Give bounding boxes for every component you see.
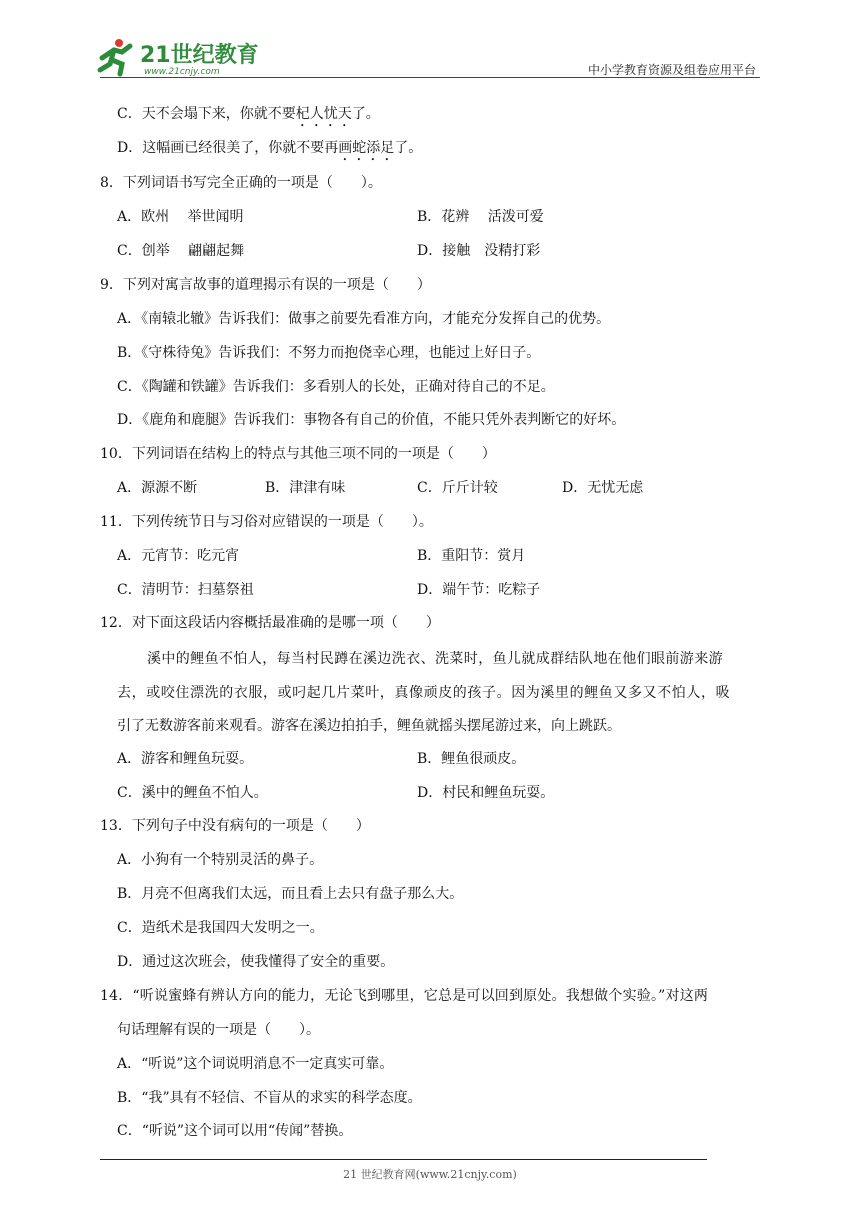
- q14-option-c: C．“听说”这个词可以用“传闻”替换。: [117, 1123, 353, 1139]
- q13-option-c: C．造纸术是我国四大发明之一。: [117, 920, 324, 936]
- q11-option-d: D．端午节：吃粽子: [417, 582, 541, 598]
- q13-option-b: B．月亮不但离我们太远，而且看上去只有盘子那么大。: [117, 886, 464, 902]
- q8-option-a: A．欧州 举世闻明: [117, 209, 244, 225]
- footer-divider: [100, 1159, 707, 1160]
- q14-option-b: B．“我”具有不轻信、不盲从的求实的科学态度。: [117, 1090, 422, 1106]
- q11-option-a: A．元宵节：吃元宵: [117, 548, 240, 564]
- q10-option-a: A．源源不断: [117, 480, 198, 496]
- logo-text: 21世纪教育: [140, 43, 259, 68]
- q12-passage-line-2: 去，或咬住漂洗的衣服，或叼起几片菜叶，真像顽皮的孩子。因为溪里的鲤鱼又多又不怕人，吸: [117, 685, 731, 701]
- header-platform-text: 中小学教育资源及组卷应用平台: [587, 63, 756, 77]
- q14-stem-line-2: 句话理解有误的一项是（ ）。: [117, 1022, 320, 1038]
- q8-option-d: D．接触 没精打彩: [417, 243, 541, 259]
- q9-option-b: B．《守株待兔》告诉我们：不努力而抱侥幸心理，也能过上好日子。: [117, 345, 541, 361]
- runner-logo-icon: [96, 36, 266, 80]
- footer-text: 21 世纪教育网(www.21cnjy.com): [343, 1168, 517, 1181]
- q9-option-a: A．《南辕北辙》告诉我们：做事之前要先看准方向，才能充分发挥自己的优势。: [117, 311, 611, 327]
- q8-option-b: B．花辨 活泼可爱: [417, 209, 544, 225]
- q9-stem: 9．下列对寓言故事的道理揭示有误的一项是（ ）: [100, 277, 431, 293]
- logo: [96, 36, 266, 80]
- q8-stem: 8．下列词语书写完全正确的一项是（ ）。: [100, 175, 382, 191]
- q10-stem: 10．下列词语在结构上的特点与其他三项不同的一项是（ ）: [100, 446, 496, 462]
- header-divider: [100, 77, 760, 78]
- q12-option-a: A．游客和鲤鱼玩耍。: [117, 751, 254, 767]
- q10-option-d: D．无忧无虑: [562, 480, 644, 496]
- q12-stem: 12．对下面这段话内容概括最准确的是哪一项（ ）: [100, 615, 440, 631]
- q12-option-c: C．溪中的鲤鱼不怕人。: [117, 785, 268, 801]
- q10-option-c: C．斤斤计较: [417, 480, 498, 496]
- q13-option-a: A．小狗有一个特别灵活的鼻子。: [117, 852, 324, 868]
- q11-option-c: C．清明节：扫墓祭祖: [117, 582, 254, 598]
- q11-stem: 11．下列传统节日与习俗对应错误的一项是（ ）。: [100, 514, 433, 530]
- q7-option-d: D．这幅画已经很美了，你就不要再画蛇添足了。: [117, 140, 423, 156]
- q12-option-d: D．村民和鲤鱼玩耍。: [417, 785, 555, 801]
- q9-option-c: C．《陶罐和铁罐》告诉我们：多看别人的长处，正确对待自己的不足。: [117, 379, 555, 395]
- q14-stem-line-1: 14．“听说蜜蜂有辨认方向的能力，无论飞到哪里，它总是可以回到原处。我想做个实验。”对这两: [100, 988, 709, 1004]
- q12-option-b: B．鲤鱼很顽皮。: [417, 751, 526, 767]
- q11-option-b: B．重阳节：赏月: [417, 548, 526, 564]
- q13-stem: 13．下列句子中没有病句的一项是（ ）: [100, 818, 370, 834]
- q9-option-d: D．《鹿角和鹿腿》告诉我们：事物各有自己的价值，不能只凭外表判断它的好坏。: [117, 412, 626, 428]
- q14-option-a: A．“听说”这个词说明消息不一定真实可靠。: [117, 1056, 394, 1072]
- q10-option-b: B．津津有味: [265, 480, 346, 496]
- q12-passage-line-1: 溪中的鲤鱼不怕人，每当村民蹲在溪边洗衣、洗菜时，鱼儿就成群结队地在他们眼前游来游: [147, 651, 723, 667]
- q8-option-c: C．创举 翩翩起舞: [117, 243, 245, 259]
- q13-option-d: D．通过这次班会，使我懂得了安全的重要。: [117, 954, 395, 970]
- q7-option-c: C．天不会塌下来，你就不要杞人忧天了。: [117, 106, 380, 122]
- q12-passage-line-3: 引了无数游客前来观看。游客在溪边拍拍手，鲤鱼就摇头摆尾游过来，向上跳跃。: [117, 718, 621, 734]
- logo-url: www.21cnjy.com: [144, 67, 220, 77]
